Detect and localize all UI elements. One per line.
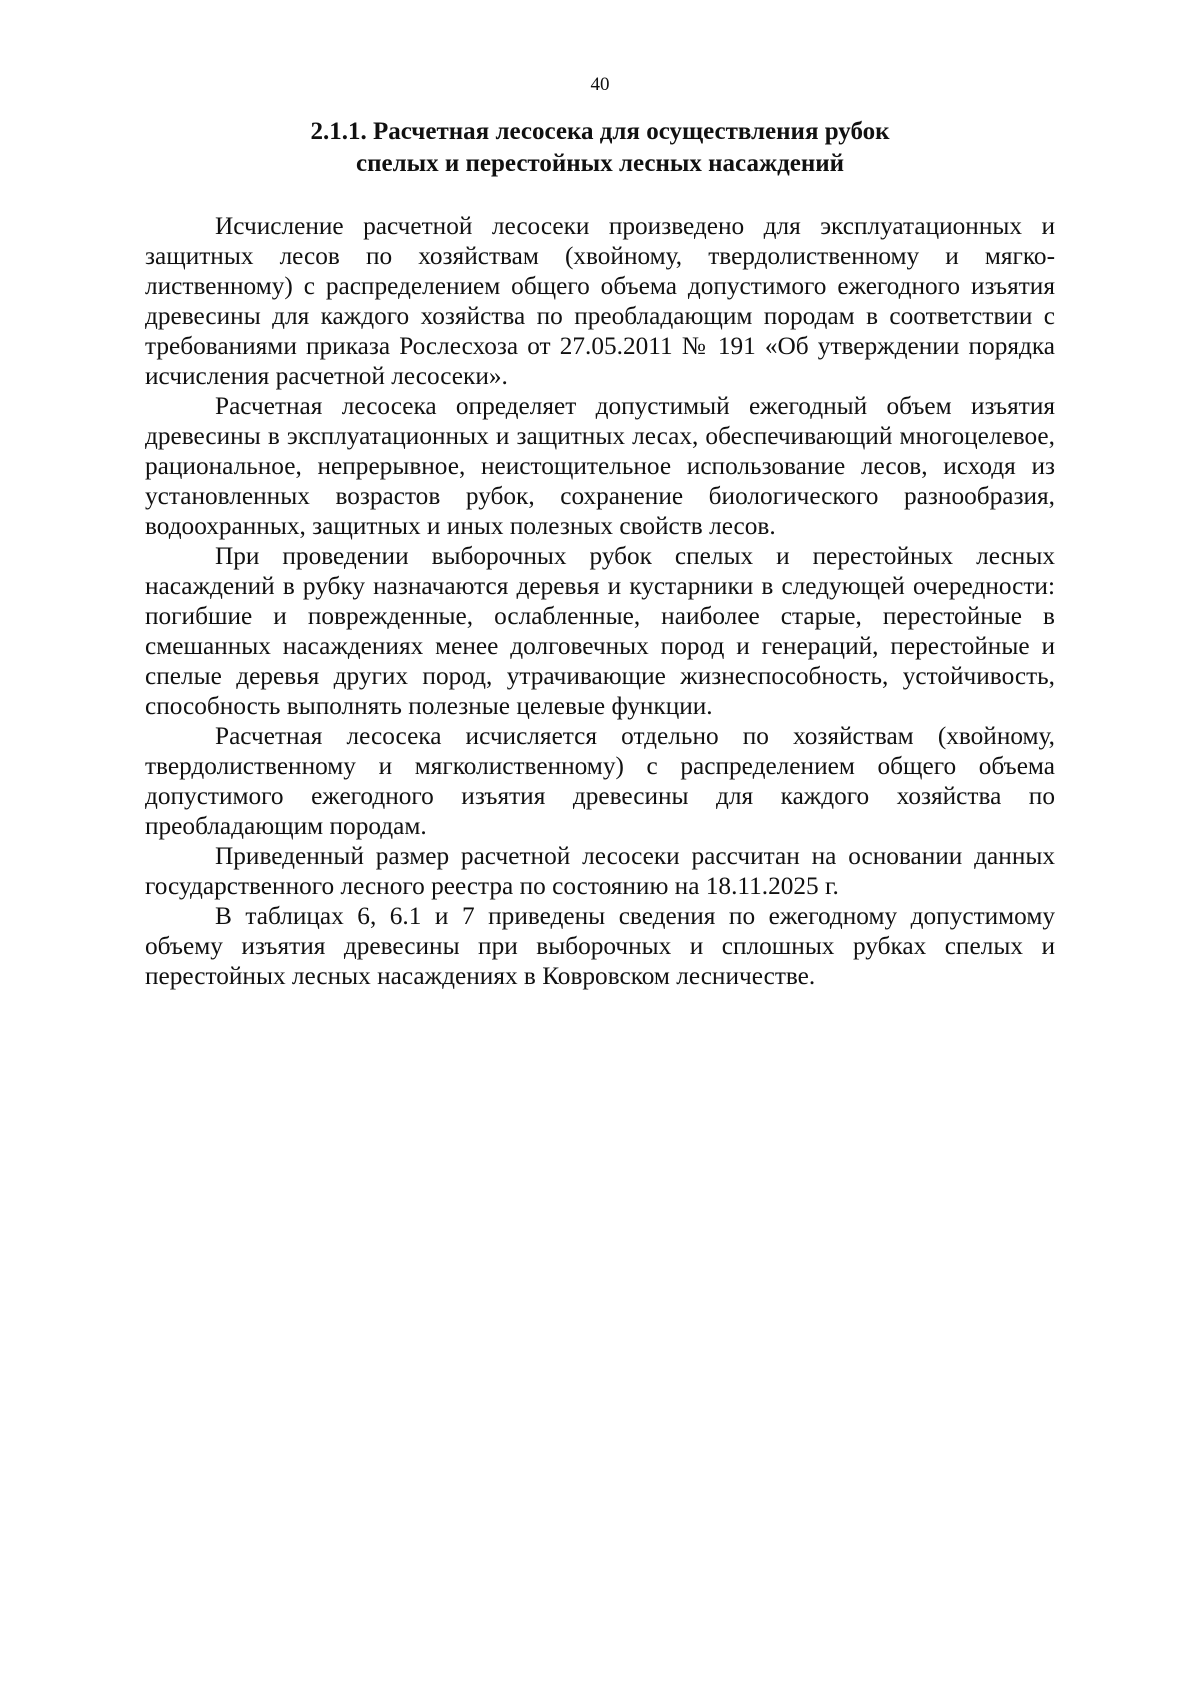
paragraph-calculation-by-farm: Расчетная лесосека исчисляется отдельно по хозяйствам (хвойному, твердолиственному и мягколиственному) с распределением общего объема допустимого ежегодного изъятия древесины для каждого хозяйства по преобладающим породам. xyxy=(145,722,1055,840)
body-text xyxy=(145,211,1055,991)
paragraph-allowable-volume: Расчетная лесосека определяет допустимый ежегодный объем изъятия древесины в эксплуатационных и защитных лесах, обеспечивающий многоцелевое, рациональное, непрерывное, неистощительное использование лесов, исходя из установленных возрастов рубок, сохранение биологического разнообразия, водоохранных, защитных и иных полезных свойств лесов. xyxy=(145,392,1055,540)
page-number: 40 xyxy=(590,74,610,95)
paragraph-calculation-basis: Исчисление расчетной лесосеки произведено для эксплуатационных и защитных лесов по хозяйствам (хвойному, твердолиственному и мягколиственному) с распределением общего объема допустимого ежегодного изъятия древесины для каждого хозяйства по преобладающим породам в соответствии с требованиями приказа Рослесхоза от 27.05.2011 № 191 «Об утверждении порядка исчисления расчетной лесосеки». xyxy=(145,212,1055,390)
section-heading-line-1: 2.1.1. Расчетная лесосека для осуществления рубок xyxy=(310,118,890,145)
section-heading xyxy=(140,116,1060,180)
paragraph-registry-date: Приведенный размер расчетной лесосеки рассчитан на основании данных государственного лесного реестра по состоянию на 18.11.2025 г. xyxy=(145,842,1055,900)
paragraph-felling-order: При проведении выборочных рубок спелых и перестойных лесных насаждений в рубку назначаются деревья и кустарники в следующей очередности: погибшие и поврежденные, ослабленные, наиболее старые, перестойные в смешанных насаждениях менее долговечных пород и генераций, перестойные и спелые деревья других пород, утрачивающие жизнеспособность, устойчивость, способность выполнять полезные целевые функции. xyxy=(145,542,1055,720)
paragraph-tables-reference: В таблицах 6, 6.1 и 7 приведены сведения по ежегодному допустимому объему изъятия древесины при выборочных и сплошных рубках спелых и перестойных лесных насаждениях в Ковровском лесничестве. xyxy=(145,902,1055,990)
section-heading-line-2: спелых и перестойных лесных насаждений xyxy=(355,150,845,177)
